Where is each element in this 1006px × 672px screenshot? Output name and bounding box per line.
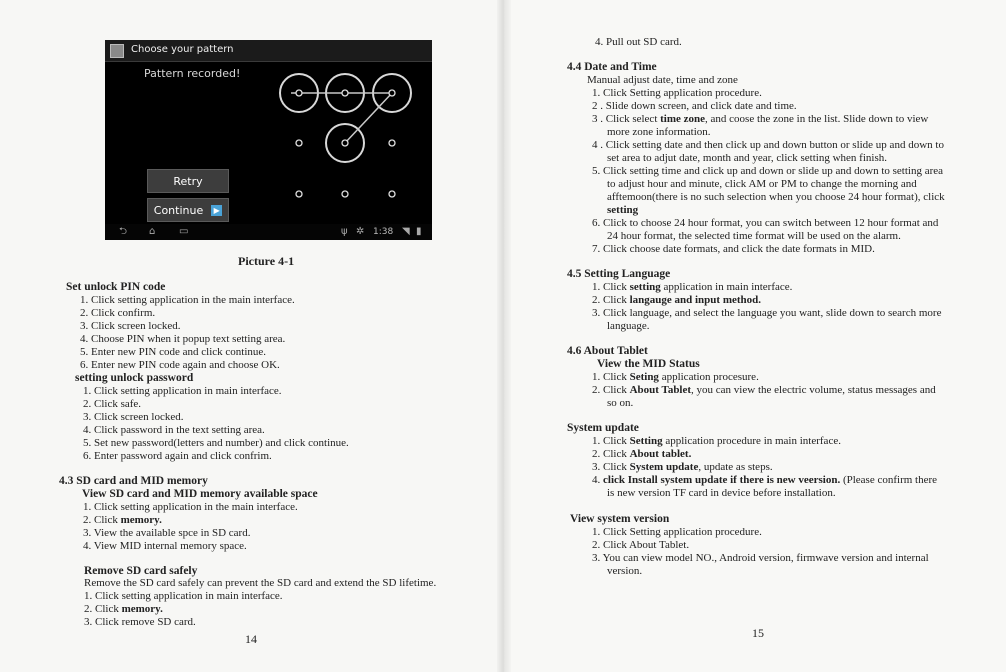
sd-heading: 4.3 SD card and MID memory bbox=[59, 475, 208, 487]
usb-icon: ψ bbox=[341, 226, 348, 237]
list-item: 4. click Install system update if there is new veersion. (Please confirm there bbox=[592, 474, 938, 486]
list-item: 1. Click setting application in the main interface. bbox=[80, 294, 295, 306]
remove-heading: Remove SD card safely bbox=[84, 565, 198, 577]
list-item: 1. Click Seting application procesure. bbox=[592, 371, 759, 383]
list-item: 5. Enter new PIN code and click continue. bbox=[80, 346, 267, 358]
figure-caption: Picture 4-1 bbox=[238, 254, 295, 268]
pattern-screenshot bbox=[105, 40, 432, 240]
list-item: 3. Click screen locked. bbox=[80, 320, 181, 332]
list-item: 3. Click remove SD card. bbox=[84, 616, 196, 628]
version-heading: View system version bbox=[570, 513, 670, 525]
list-item: 5. Click setting time and click up and down or slide up and down to setting area bbox=[592, 165, 944, 177]
sd-subheading: View SD card and MID memory available space bbox=[82, 488, 318, 500]
list-item: 2. Click About tablet. bbox=[592, 448, 692, 460]
list-item-cont: more zone information. bbox=[607, 126, 711, 138]
pattern-status: Pattern recorded! bbox=[144, 67, 241, 80]
list-item: 2. Click confirm. bbox=[80, 307, 156, 319]
list-item: 2 . Slide down screen, and click date and time. bbox=[592, 100, 797, 112]
list-item: 2. Click About Tablet, you can view the electric volume, status messages and bbox=[592, 384, 936, 396]
list-item: 4 . Click setting date and then click up and down button or slide up and down to bbox=[592, 139, 944, 151]
list-item: 1. Click setting application in main interface. bbox=[84, 590, 283, 602]
list-item-cont: 24 hour format, the selected time format will be used on the alarm. bbox=[607, 230, 901, 242]
list-item: 1. Click setting application in main interface. bbox=[83, 385, 282, 397]
list-item: 1. Click setting application in main interface. bbox=[592, 281, 793, 293]
list-item: 7. Click choose date formats, and click the date formats in MID. bbox=[592, 243, 875, 255]
language-heading: 4.5 Setting Language bbox=[567, 268, 671, 280]
list-item: 3 . Click select time zone, and coose the zone in the list. Slide down to view bbox=[592, 113, 929, 125]
list-item: 3. Click screen locked. bbox=[83, 411, 184, 423]
list-item: 2. Click memory. bbox=[84, 603, 163, 615]
list-item: 3. Click language, and select the language you want, slide down to search more bbox=[592, 307, 942, 319]
list-item-cont: setting bbox=[607, 204, 639, 216]
about-heading: 4.6 About Tablet bbox=[567, 345, 648, 357]
home-icon[interactable]: ⌂ bbox=[149, 226, 156, 237]
list-item-cont: language. bbox=[607, 320, 650, 332]
list-item: 6. Click to choose 24 hour format, you can switch between 12 hour format and bbox=[592, 217, 939, 229]
pin-heading: Set unlock PIN code bbox=[66, 281, 166, 293]
list-item-cont: afftemoon(there is no such selection when you choose 24 hour format), click bbox=[607, 191, 945, 203]
list-item: 2. Click langauge and input method. bbox=[592, 294, 762, 306]
list-item-cont: so on. bbox=[607, 397, 634, 409]
screenshot-title-bar bbox=[105, 40, 432, 62]
list-item: 1. Click Setting application procedure. bbox=[592, 526, 762, 538]
list-item: 3. Click System update, update as steps. bbox=[592, 461, 773, 473]
list-item: 6. Enter new PIN code again and choose OK. bbox=[80, 359, 280, 371]
unlock-pattern-grid[interactable] bbox=[270, 64, 420, 224]
date-time-intro: Manual adjust date, time and zone bbox=[587, 74, 738, 86]
list-item: 4. Choose PIN when it popup text setting area. bbox=[80, 333, 286, 345]
continue-label: Continue bbox=[153, 203, 204, 217]
list-item: 1. Click Setting application procedure. bbox=[592, 87, 762, 99]
password-heading: setting unlock password bbox=[75, 372, 194, 384]
list-item: 3. You can view model NO., Android version, firmwave version and internal bbox=[592, 552, 929, 564]
list-item: 1. Click Setting application procedure in main interface. bbox=[592, 435, 841, 447]
list-item: 6. Enter password again and click confrim. bbox=[83, 450, 272, 462]
screenshot-title: Choose your pattern bbox=[131, 44, 234, 55]
settings-icon: ✲ bbox=[356, 226, 365, 237]
date-time-heading: 4.4 Date and Time bbox=[567, 61, 657, 73]
list-item: 2. Click safe. bbox=[83, 398, 142, 410]
list-item: 5. Set new password(letters and number) and click continue. bbox=[83, 437, 349, 449]
recent-apps-icon[interactable]: ▭ bbox=[179, 226, 189, 237]
battery-icon: ▮ bbox=[416, 226, 422, 237]
app-icon bbox=[110, 44, 124, 58]
list-item-cont: to adjust hour and minute, click AM or PM to change the morning and bbox=[607, 178, 917, 190]
arrow-right-icon: ▶ bbox=[211, 205, 222, 216]
list-item: 2. Click memory. bbox=[83, 514, 162, 526]
pattern-path bbox=[291, 93, 392, 143]
continue-button[interactable] bbox=[147, 198, 229, 222]
list-item: 1. Click setting application in the main interface. bbox=[83, 501, 298, 513]
list-item: 4. View MID internal memory space. bbox=[83, 540, 247, 552]
back-icon[interactable]: ⮌ bbox=[119, 226, 128, 237]
list-item: 2. Click About Tablet. bbox=[592, 539, 690, 551]
retry-label: Retry bbox=[173, 174, 203, 188]
retry-button[interactable] bbox=[147, 169, 229, 193]
remove-intro: Remove the SD card safely can prevent the SD card and extend the SD lifetime. bbox=[84, 577, 437, 589]
list-item: 3. View the available spce in SD card. bbox=[83, 527, 251, 539]
wifi-icon: ◥ bbox=[402, 226, 410, 237]
page-number: 15 bbox=[752, 626, 764, 640]
status-clock: 1:38 bbox=[373, 227, 394, 237]
update-heading: System update bbox=[567, 422, 639, 434]
list-item: 4. Pull out SD card. bbox=[595, 36, 682, 48]
page-number: 14 bbox=[245, 632, 257, 646]
system-nav-bar bbox=[105, 224, 432, 240]
about-subheading: View the MID Status bbox=[597, 358, 700, 370]
list-item-cont: is new version TF card in device before installation. bbox=[607, 487, 836, 499]
list-item-cont: set area to adjut date, month and year, click setting when finish. bbox=[607, 152, 887, 164]
book-gutter bbox=[497, 0, 511, 672]
list-item: 4. Click password in the text setting area. bbox=[83, 424, 265, 436]
list-item-cont: version. bbox=[607, 565, 643, 577]
